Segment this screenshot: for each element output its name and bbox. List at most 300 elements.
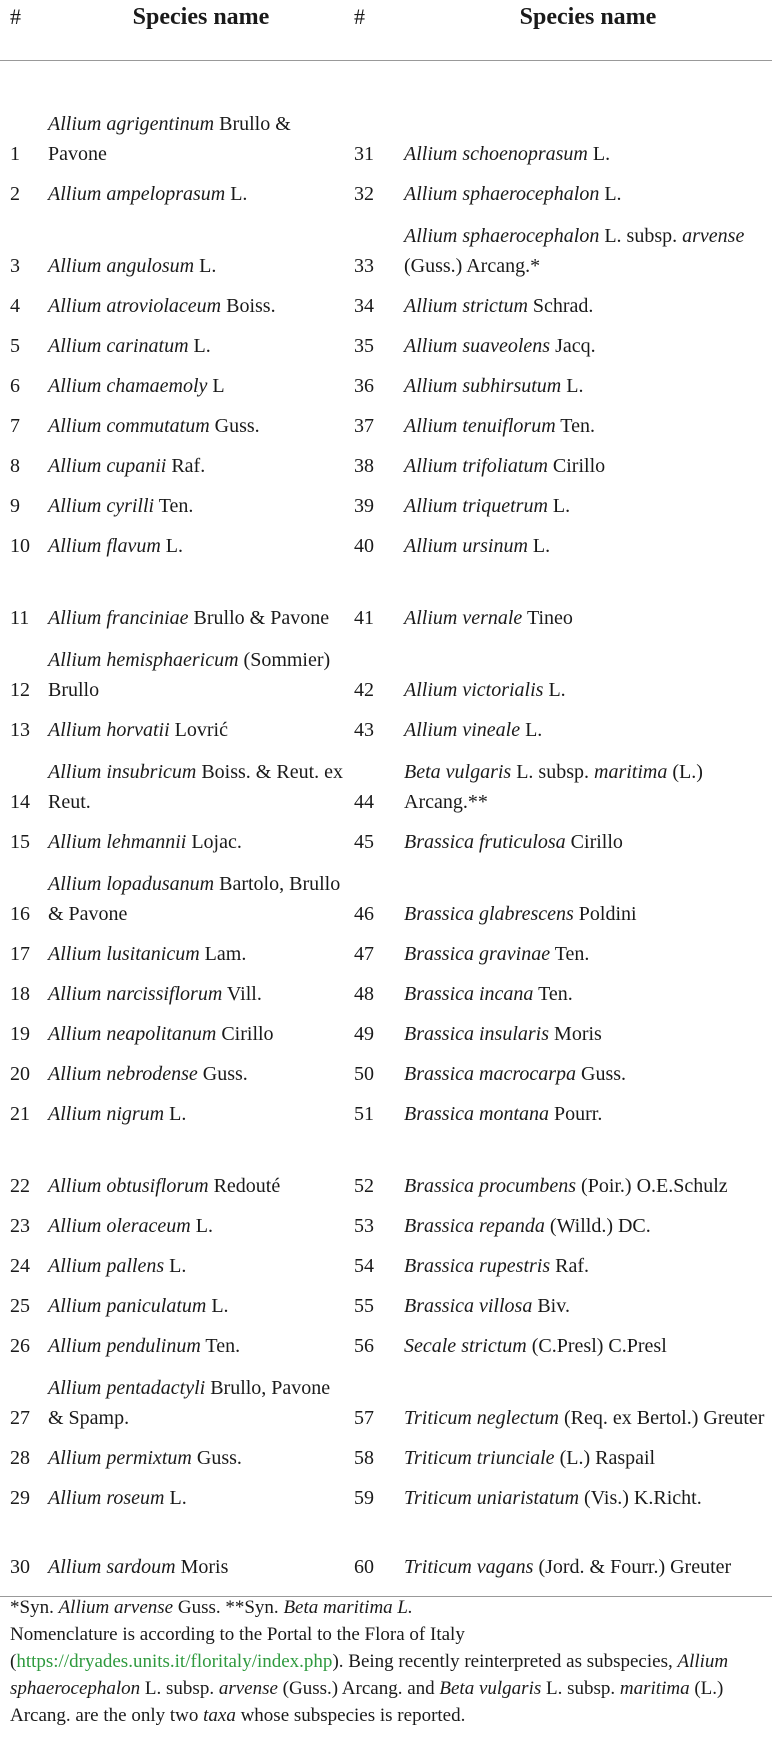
species-authority: (C.Presl) C.Presl	[526, 1334, 667, 1357]
row-number-text: 49	[354, 1022, 374, 1045]
species-authority: L.	[527, 534, 551, 557]
species-name	[404, 933, 772, 973]
table-row	[0, 365, 772, 405]
species-authority: (Req. ex Bertol.) Greuter	[558, 1406, 765, 1429]
row-number	[354, 325, 404, 365]
species-authority: (Poir.) O.E.Schulz	[576, 1174, 728, 1197]
header-name-1: Species name	[48, 0, 354, 61]
species-authority: Brullo & Pavone	[188, 606, 330, 629]
row-number-text: 30	[10, 1556, 30, 1578]
species-name	[404, 1133, 772, 1205]
row-number	[354, 1133, 404, 1205]
species-name	[404, 285, 772, 325]
row-number-text: 13	[10, 718, 30, 741]
species-name	[48, 445, 354, 485]
species-authority: L	[207, 374, 225, 397]
species-name	[404, 637, 772, 709]
species-name	[404, 213, 772, 285]
nom-taxa: taxa	[203, 1705, 236, 1726]
table-row	[0, 485, 772, 525]
row-number-text: 58	[354, 1446, 374, 1469]
species-binomial: Allium vineale	[404, 718, 521, 741]
row-number-text: 22	[10, 1174, 30, 1197]
species-authority: Guss.	[209, 414, 260, 437]
row-number	[0, 1245, 48, 1285]
species-authority: Ten.	[200, 1334, 241, 1357]
species-binomial: Allium angulosum	[48, 254, 195, 277]
species-binomial: Allium atroviolaceum	[48, 294, 222, 317]
row-number	[354, 1365, 404, 1437]
row-number	[0, 285, 48, 325]
species-name	[48, 565, 354, 637]
species-name	[48, 709, 354, 749]
species-name	[404, 525, 772, 565]
species-name	[404, 1517, 772, 1597]
row-number-text: 35	[354, 334, 374, 357]
row-number-text: 60	[354, 1556, 374, 1578]
species-binomial: Allium cupanii	[48, 454, 167, 477]
row-number	[354, 861, 404, 933]
row-number-text: 14	[10, 790, 30, 813]
row-number	[354, 173, 404, 213]
species-name	[48, 213, 354, 285]
row-number-text: 27	[10, 1406, 30, 1429]
row-number-text: 21	[10, 1102, 30, 1125]
species-binomial: Brassica montana	[404, 1102, 549, 1125]
header-num-2: #	[354, 0, 404, 61]
row-number-text: 20	[10, 1062, 30, 1085]
species-name	[404, 1365, 772, 1437]
row-number-text: 47	[354, 942, 374, 965]
row-number	[0, 173, 48, 213]
species-authority: L.	[225, 182, 248, 205]
table-row	[0, 861, 772, 933]
row-number	[0, 485, 48, 525]
row-number-text: 8	[10, 454, 20, 477]
species-authority: Ten.	[555, 414, 596, 437]
species-name	[48, 637, 354, 709]
row-number-text: 59	[354, 1486, 374, 1509]
species-authority: (L.) Raspail	[554, 1446, 656, 1469]
row-number	[0, 933, 48, 973]
row-number	[0, 1205, 48, 1245]
row-number-text: 9	[10, 494, 20, 517]
species-binomial: Allium pallens	[48, 1254, 165, 1277]
species-name	[48, 285, 354, 325]
species-binomial: Allium ursinum	[404, 534, 528, 557]
table-row	[0, 565, 772, 637]
species-authority: Raf.	[166, 454, 206, 477]
species-binomial: Brassica incana	[404, 982, 534, 1005]
table-row	[0, 1325, 772, 1365]
species-authority: Guss.	[576, 1062, 627, 1085]
table-row	[0, 285, 772, 325]
row-number-text: 57	[354, 1406, 374, 1429]
row-number	[354, 1053, 404, 1093]
species-binomial: Brassica insularis	[404, 1022, 550, 1045]
species-name	[48, 1133, 354, 1205]
subspecies-authority: (Guss.) Arcang.*	[404, 254, 541, 277]
species-name	[48, 821, 354, 861]
species-authority: L.	[188, 334, 211, 357]
syn1-species: Allium arvense	[58, 1597, 174, 1618]
table-header-row	[0, 0, 772, 61]
row-number	[354, 1205, 404, 1245]
species-binomial: Brassica glabrescens	[404, 902, 574, 925]
species-authority: L.	[164, 1102, 187, 1125]
species-binomial: Brassica repanda	[404, 1214, 545, 1237]
row-number	[354, 821, 404, 861]
table-row	[0, 173, 772, 213]
row-number-text: 25	[10, 1294, 30, 1317]
nom-text: Nomenclature is according to the Portal to the Flora of Italy (	[10, 1624, 465, 1672]
table-row	[0, 933, 772, 973]
species-name	[48, 101, 354, 173]
species-authority: Cirillo	[565, 830, 623, 853]
species-name	[404, 749, 772, 821]
nom-a1: L. subsp.	[140, 1678, 219, 1699]
row-number	[0, 1013, 48, 1053]
species-binomial: Allium tenuiflorum	[404, 414, 556, 437]
row-number	[0, 1285, 48, 1325]
species-binomial: Allium neapolitanum	[48, 1022, 217, 1045]
row-number	[0, 365, 48, 405]
row-number-text: 48	[354, 982, 374, 1005]
species-name	[48, 1053, 354, 1093]
table-row	[0, 1365, 772, 1437]
species-name	[404, 565, 772, 637]
species-authority: L.	[547, 494, 571, 517]
species-binomial: Brassica rupestris	[404, 1254, 551, 1277]
row-number-text: 53	[354, 1214, 374, 1237]
species-name	[404, 1205, 772, 1245]
row-number	[354, 1093, 404, 1133]
row-number	[0, 213, 48, 285]
species-authority: Raf.	[550, 1254, 590, 1277]
species-name	[404, 1053, 772, 1093]
table-body	[0, 61, 772, 1597]
species-authority: Boiss.	[221, 294, 276, 317]
row-number	[0, 861, 48, 933]
row-number-text: 43	[354, 718, 374, 741]
row-number-text: 37	[354, 414, 374, 437]
nom-sp1: Allium sphaerocephalon	[10, 1651, 729, 1699]
species-binomial: Allium lehmannii	[48, 830, 187, 853]
table-row	[0, 1133, 772, 1205]
species-binomial: Allium suaveolens	[404, 334, 551, 357]
row-number	[0, 637, 48, 709]
row-number-text: 2	[10, 182, 20, 205]
species-authority: L.	[194, 254, 217, 277]
species-authority: Ten.	[154, 494, 194, 517]
table-row	[0, 1245, 772, 1285]
row-number-text: 46	[354, 902, 374, 925]
species-binomial: Allium roseum	[48, 1486, 165, 1509]
species-binomial: Secale strictum	[404, 1334, 527, 1357]
row-number-text: 23	[10, 1214, 30, 1237]
species-authority: Moris	[549, 1022, 602, 1045]
subspecies-authority: (L.) Arcang.**	[404, 760, 703, 813]
species-binomial: Brassica fruticulosa	[404, 830, 566, 853]
species-name	[48, 1517, 354, 1597]
species-binomial: Allium victorialis	[404, 678, 544, 701]
species-binomial: Triticum neglectum	[404, 1406, 559, 1429]
row-number-text: 1	[10, 142, 20, 165]
species-binomial: Allium lopadusanum	[48, 872, 215, 895]
row-number-text: 40	[354, 534, 374, 557]
syn1-author: Guss.	[173, 1597, 226, 1618]
species-authority: Cirillo	[547, 454, 606, 477]
species-authority: (Willd.) DC.	[544, 1214, 651, 1237]
species-authority: L.	[164, 1486, 187, 1509]
row-number	[354, 637, 404, 709]
species-binomial: Brassica procumbens	[404, 1174, 577, 1197]
species-name	[48, 325, 354, 365]
species-binomial: Allium schoenoprasum	[404, 142, 588, 165]
species-authority: L.	[599, 182, 622, 205]
row-number	[0, 1093, 48, 1133]
species-authority: L.	[543, 678, 566, 701]
species-name	[48, 1205, 354, 1245]
row-number-text: 38	[354, 454, 374, 477]
species-binomial: Triticum uniaristatum	[404, 1486, 580, 1509]
row-number-text: 54	[354, 1254, 374, 1277]
species-authority: (Jord. & Fourr.) Greuter	[533, 1556, 732, 1578]
species-binomial: Allium subhirsutum	[404, 374, 562, 397]
species-authority: L.	[164, 1254, 187, 1277]
row-number	[354, 749, 404, 821]
row-number-text: 44	[354, 790, 374, 813]
table-footnotes	[10, 1594, 762, 1729]
row-number	[354, 1013, 404, 1053]
nom-a2: L. subsp.	[541, 1678, 620, 1699]
row-number	[354, 1325, 404, 1365]
species-name	[48, 1437, 354, 1477]
species-name	[48, 1245, 354, 1285]
species-name	[48, 749, 354, 821]
species-name	[48, 1013, 354, 1053]
row-number	[354, 485, 404, 525]
row-number-text: 51	[354, 1102, 374, 1125]
species-binomial: Allium carinatum	[48, 334, 189, 357]
row-number	[354, 285, 404, 325]
row-number	[0, 709, 48, 749]
row-number-text: 5	[10, 334, 20, 357]
row-number	[354, 1477, 404, 1517]
species-binomial: Allium narcissiflorum	[48, 982, 223, 1005]
row-number-text: 39	[354, 494, 374, 517]
row-number-text: 17	[10, 942, 30, 965]
species-authority: L. subsp.	[599, 224, 683, 247]
table-row	[0, 525, 772, 565]
row-number-text: 12	[10, 678, 30, 701]
row-number	[354, 1285, 404, 1325]
species-authority: Lovrić	[169, 718, 228, 741]
row-number-text: 28	[10, 1446, 30, 1469]
table-row	[0, 101, 772, 173]
nom-end: whose subspecies is reported.	[235, 1705, 466, 1726]
species-binomial: Brassica macrocarpa	[404, 1062, 577, 1085]
table-row	[0, 1437, 772, 1477]
subspecies-epithet: arvense	[682, 224, 745, 247]
row-number	[354, 525, 404, 565]
row-number	[0, 445, 48, 485]
species-binomial: Brassica villosa	[404, 1294, 533, 1317]
row-number	[0, 405, 48, 445]
species-name	[404, 1093, 772, 1133]
species-binomial: Allium sphaerocephalon	[404, 182, 600, 205]
nom-sp2: Beta vulgaris	[439, 1678, 542, 1699]
species-binomial: Allium vernale	[404, 606, 523, 629]
species-name	[48, 365, 354, 405]
species-name	[48, 1285, 354, 1325]
row-number-text: 19	[10, 1022, 30, 1045]
nomenclature-note	[10, 1621, 762, 1729]
row-number-text: 6	[10, 374, 20, 397]
species-name	[48, 861, 354, 933]
species-binomial: Allium nigrum	[48, 1102, 165, 1125]
species-name	[48, 933, 354, 973]
species-authority: Pourr.	[549, 1102, 603, 1125]
row-number-text: 36	[354, 374, 374, 397]
species-authority: Bartolo, Brullo & Pavone	[48, 872, 341, 925]
species-binomial: Allium commutatum	[48, 414, 210, 437]
species-authority: L.	[160, 534, 183, 557]
syn1-prefix: *Syn.	[10, 1597, 59, 1618]
species-name	[404, 325, 772, 365]
species-authority: Ten.	[533, 982, 573, 1005]
species-authority: Brullo & Pavone	[48, 112, 291, 165]
row-number	[0, 325, 48, 365]
row-number	[354, 709, 404, 749]
species-authority: L.	[561, 374, 584, 397]
species-authority: Guss.	[191, 1446, 242, 1469]
species-name	[48, 173, 354, 213]
row-number	[0, 1477, 48, 1517]
row-number-text: 33	[354, 254, 374, 277]
species-name	[48, 1365, 354, 1437]
species-binomial: Allium cyrilli	[48, 494, 155, 517]
species-name	[48, 525, 354, 565]
species-authority: Cirillo	[216, 1022, 274, 1045]
species-authority: Guss.	[197, 1062, 248, 1085]
species-name	[48, 1325, 354, 1365]
species-binomial: Allium franciniae	[48, 606, 189, 629]
row-number	[0, 1133, 48, 1205]
row-number	[354, 445, 404, 485]
row-number-text: 7	[10, 414, 20, 437]
row-number-text: 41	[354, 606, 374, 629]
row-number-text: 56	[354, 1334, 374, 1357]
row-number-text: 15	[10, 830, 30, 853]
row-number-text: 24	[10, 1254, 30, 1277]
species-binomial: Allium permixtum	[48, 1446, 192, 1469]
row-number-text: 11	[10, 606, 30, 629]
species-binomial: Allium strictum	[404, 294, 528, 317]
species-binomial: Allium sphaerocephalon	[404, 224, 600, 247]
species-binomial: Triticum triunciale	[404, 1446, 555, 1469]
table-row	[0, 1517, 772, 1597]
table-row	[0, 1285, 772, 1325]
species-name	[48, 405, 354, 445]
row-number	[354, 213, 404, 285]
row-number	[354, 101, 404, 173]
syn2-species: Beta maritima L.	[283, 1597, 413, 1618]
table-row	[0, 1013, 772, 1053]
species-binomial: Allium flavum	[48, 534, 161, 557]
nom-a2b: (L.) Arcang. are the only two	[10, 1678, 724, 1726]
row-number	[354, 565, 404, 637]
row-number	[0, 1365, 48, 1437]
species-binomial: Allium ampeloprasum	[48, 182, 226, 205]
row-number-text: 3	[10, 254, 20, 277]
species-name	[404, 445, 772, 485]
nom-sp2b: maritima	[619, 1678, 690, 1699]
row-number-text: 31	[354, 142, 374, 165]
row-number	[0, 101, 48, 173]
species-authority: Redouté	[208, 1174, 281, 1197]
species-binomial: Brassica gravinae	[404, 942, 551, 965]
species-authority: Jacq.	[550, 334, 596, 357]
species-name	[48, 1477, 354, 1517]
header-name-2: Species name	[404, 0, 772, 61]
row-number	[354, 973, 404, 1013]
row-number-text: 45	[354, 830, 374, 853]
row-number	[0, 1053, 48, 1093]
synonym-note	[10, 1594, 762, 1621]
table-row	[0, 821, 772, 861]
row-number	[0, 749, 48, 821]
species-binomial: Allium sardoum	[48, 1556, 176, 1578]
syn2-prefix: **Syn.	[225, 1597, 284, 1618]
nom-a1b: (Guss.) Arcang. and	[277, 1678, 440, 1699]
species-binomial: Allium horvatii	[48, 718, 170, 741]
floritaly-link[interactable]: https://dryades.units.it/floritaly/index.php	[16, 1651, 333, 1672]
species-authority: L.	[190, 1214, 213, 1237]
row-number	[354, 933, 404, 973]
row-number-text: 52	[354, 1174, 374, 1197]
species-authority: L.	[520, 718, 543, 741]
species-binomial: Triticum vagans	[404, 1556, 534, 1578]
row-number-text: 42	[354, 678, 374, 701]
species-authority: Schrad.	[527, 294, 594, 317]
species-binomial: Allium obtusiflorum	[48, 1174, 209, 1197]
table-row	[0, 749, 772, 821]
species-name	[404, 1285, 772, 1325]
species-authority: Lojac.	[186, 830, 242, 853]
table-row	[0, 1205, 772, 1245]
row-number-text: 34	[354, 294, 374, 317]
row-number-text: 18	[10, 982, 30, 1005]
table-row	[0, 445, 772, 485]
species-name	[404, 1325, 772, 1365]
row-number	[0, 525, 48, 565]
row-number-text: 4	[10, 294, 20, 317]
row-number-text: 55	[354, 1294, 374, 1317]
row-number-text: 16	[10, 902, 30, 925]
row-number	[0, 973, 48, 1013]
species-name	[404, 365, 772, 405]
nom-mid: ). Being recently reinterpreted as subspecies,	[332, 1651, 678, 1672]
species-name	[404, 405, 772, 445]
species-name	[404, 709, 772, 749]
species-binomial: Allium triquetrum	[404, 494, 548, 517]
species-binomial: Allium pendulinum	[48, 1334, 201, 1357]
species-authority: (Sommier) Brullo	[48, 648, 331, 701]
species-authority: L. subsp.	[511, 760, 595, 783]
species-name	[404, 173, 772, 213]
row-number	[354, 1437, 404, 1477]
